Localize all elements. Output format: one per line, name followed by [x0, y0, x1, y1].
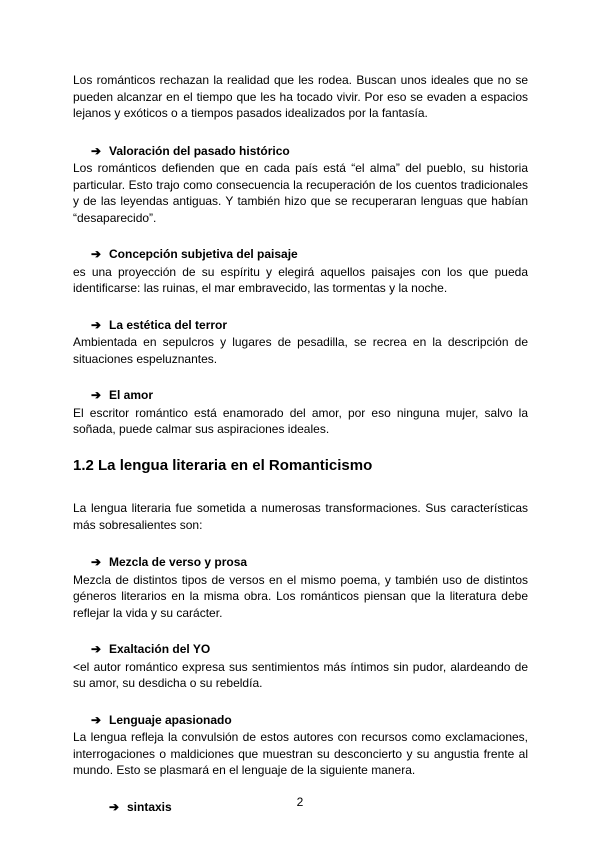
arrow-icon: ➔ [109, 799, 120, 814]
arrow-icon: ➔ [91, 712, 102, 727]
item-text: Los románticos defienden que en cada país está “el alma” del pueblo, su historia particular. Esto trajo como consecuencia la recuperación de los cuentos tradicionales y de las leyendas antiguas. Y también hizo que se recuperaran lenguas que habían “desaparecido”. [73, 161, 528, 225]
item-text: Mezcla de distintos tipos de versos en el mismo poema, y también uso de distintos géneros literarios en la misma obra. Los románticos piensan que la literatura debe reflejar la vida y su carácter. [73, 572, 528, 620]
item-text: <el autor romántico expresa sus sentimientos más íntimos sin pudor, alardeando de su amor, su desdicha o su rebeldía. [73, 659, 528, 690]
section-title: 1.2 La lengua literaria en el Romanticismo [73, 456, 373, 474]
item-text: es una proyección de su espíritu y elegirá aquellos paisajes con los que pueda identificarse: las ruinas, el mar embravecido, las tormentas y la noche. [73, 264, 528, 295]
item-text: Ambientada en sepulcros y lugares de pesadilla, se recrea en la descripción de situaciones espeluznantes. [73, 335, 528, 366]
item-terror [73, 317, 528, 368]
page-number: 2 [296, 795, 304, 809]
item-amor [73, 387, 528, 438]
item-lenguaje-apasionado [73, 712, 528, 779]
item-heading: ➔ Lenguaje apasionado [91, 712, 232, 727]
item-heading: ➔ Valoración del pasado histórico [91, 143, 290, 158]
arrow-icon: ➔ [91, 317, 102, 332]
item-heading: ➔ Exaltación del YO [91, 642, 211, 656]
item-heading: ➔ La estética del terror [91, 317, 228, 332]
arrow-icon: ➔ [91, 555, 102, 569]
arrow-icon: ➔ [91, 247, 102, 261]
arrow-icon: ➔ [91, 388, 102, 402]
item-pasado-historico [73, 143, 528, 227]
subheading-sintaxis: ➔ sintaxis [109, 799, 172, 814]
item-heading: ➔ Concepción subjetiva del paisaje [91, 247, 298, 261]
arrow-icon: ➔ [91, 143, 102, 158]
item-exaltacion-yo [73, 641, 528, 692]
item-text: La lengua refleja la convulsión de estos autores con recursos como exclamaciones, interrogaciones o maldiciones que muestran su desconcierto y su angustia frente al mundo. Esto se plasmará en el lenguaje de la siguiente manera. [73, 730, 528, 777]
arrow-icon: ➔ [91, 642, 102, 656]
item-paisaje [73, 246, 528, 297]
section-intro: La lengua literaria fue sometida a numerosas transformaciones. Sus características más sobresalientes son: [73, 501, 528, 532]
item-verso-prosa [73, 554, 528, 621]
item-heading: ➔ El amor [91, 388, 154, 402]
item-text: El escritor romántico está enamorado del amor, por eso ninguna mujer, salvo la soñada, puede calmar sus aspiraciones ideales. [73, 405, 528, 436]
item-heading: ➔ Mezcla de verso y prosa [91, 555, 248, 569]
intro-paragraph: Los románticos rechazan la realidad que les rodea. Buscan unos ideales que no se pueden alcanzar en el tiempo que les ha tocado vivir. Por eso se evaden a espacios lejanos y exóticos o a tiempos pasados idealizados por la fantasía. [73, 73, 528, 120]
page-content [73, 72, 528, 815]
